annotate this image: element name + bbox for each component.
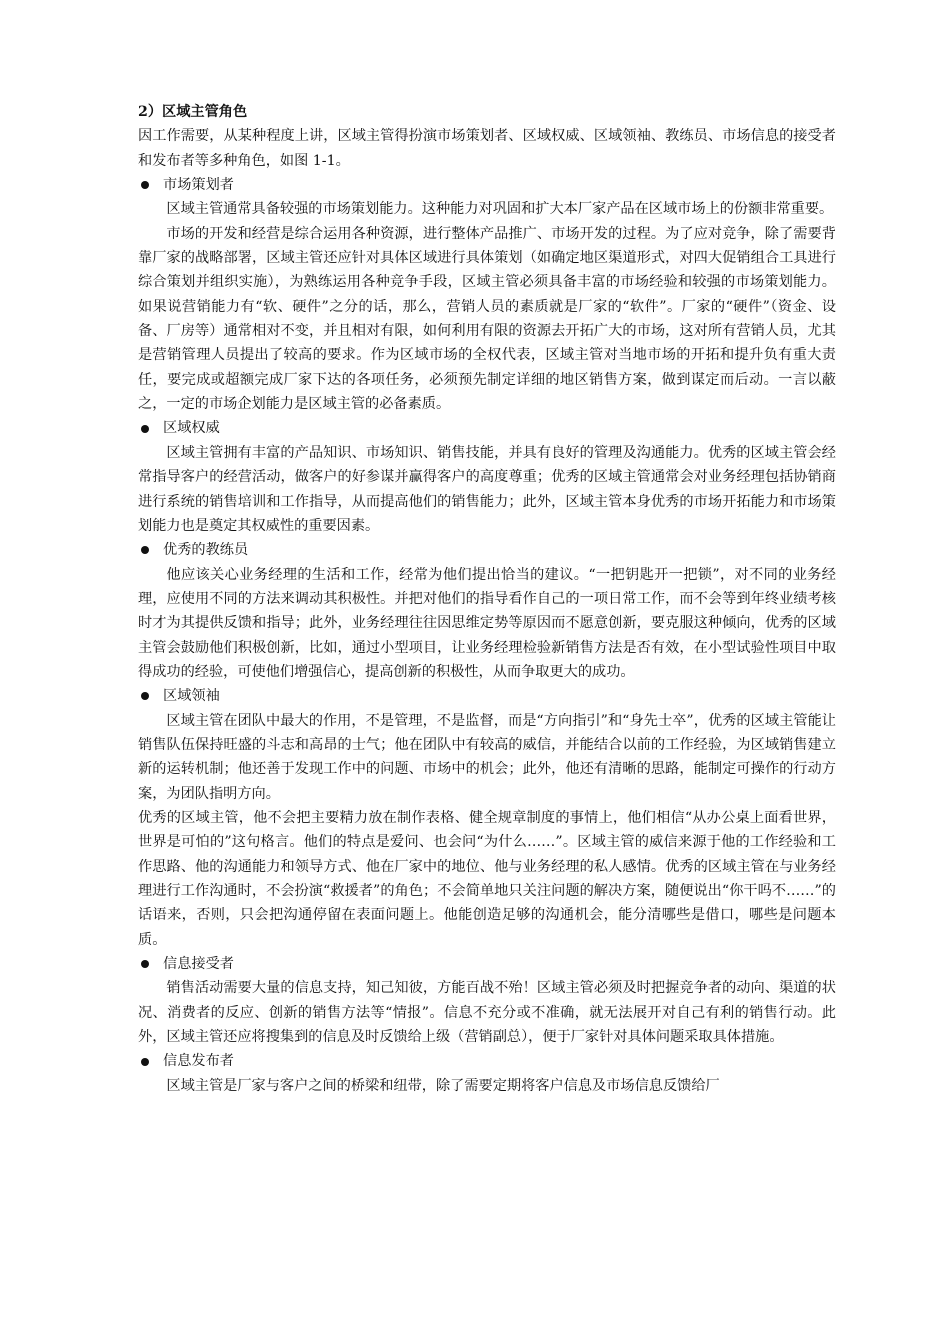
body-paragraph: 市场的开发和经营是综合运用各种资源，进行整体产品推广、市场开发的过程。为了应对竞争，除了需要背靠厂家的战略部署，区域主管还应针对具体区域进行具体策划（如确定地区渠道形式，对四大促销组合工具进行综合策划并组织实施），为熟练运用各种竞争手段，区域主管必须具备丰富的市场经验和较强的市场策划能力。如果说营销能力有“软、硬件”之分的话，那么，营销人员的素质就是厂家的“软件”。厂家的“硬件”（资金、设备、厂房等）通常相对不变，并且相对有限，如何利用有限的资源去开拓广大的市场，这对所有营销人员，尤其是营销管理人员提出了较高的要求。作为区域市场的全权代表，区域主管对当地市场的开拓和提升负有重大责任，要完成或超额完成厂家下达的各项任务，必须预先制定详细的地区销售方案，做到谋定而后动。一言以蔽之，一定的市场企划能力是区域主管的必备素质。	[138, 225, 836, 413]
intro-paragraph: 因工作需要，从某种程度上讲，区域主管得扮演市场策划者、区域权威、区域领袖、教练员、市场信息的接受者和发布者等多种角色，如图 1-1。	[138, 128, 836, 169]
bullet-title: 区域权威	[163, 420, 220, 437]
body-paragraph: 区域主管在团队中最大的作用，不是管理，不是监督，而是“方向指引”和“身先士卒”，优秀的区域主管能让销售队伍保持旺盛的斗志和高昂的士气；他在团队中有较高的威信，并能结合以前的工作经验，为区域销售建立新的运转机制；他还善于发现工作中的问题、市场中的机会；此外，他还有清晰的思路，能制定可操作的行动方案，为团队指明方向。	[138, 712, 836, 802]
bullet-icon	[141, 181, 149, 189]
body-paragraph: 他应该关心业务经理的生活和工作，经常为他们提出恰当的建议。“一把钥匙开一把锁”，对不同的业务经理，应使用不同的方法来调动其积极性。并把对他们的指导看作自己的一项日常工作，而不会等到年终业绩考核时才为其提供反馈和指导；此外，业务经理往往因思维定势等原因而不愿意创新，要克服这种倾向，优秀的区域主管会鼓励他们积极创新，比如，通过小型项目，让业务经理检验新销售方法是否有效，在小型试验性项目中取得成功的经验，可使他们增强信心，提高创新的积极性，从而争取更大的成功。	[138, 566, 836, 680]
bullet-icon	[141, 692, 149, 700]
body-paragraph: 区域主管拥有丰富的产品知识、市场知识、销售技能，并具有良好的管理及沟通能力。优秀的区域主管会经常指导客户的经营活动，做客户的好参谋并赢得客户的高度尊重；优秀的区域主管通常会对业务经理包括协销商进行系统的销售培训和工作指导，从而提高他们的销售能力；此外，区域主管本身优秀的市场开拓能力和市场策划能力也是奠定其权威性的重要因素。	[138, 444, 836, 534]
bullet-title: 区域领袖	[163, 688, 220, 705]
body-paragraph: 区域主管通常具备较强的市场策划能力。这种能力对巩固和扩大本厂家产品在区域市场上的份额非常重要。	[166, 201, 834, 218]
body-paragraph: 销售活动需要大量的信息支持，知己知彼，方能百战不殆！区域主管必须及时把握竞争者的动向、渠道的状况、消费者的反应、创新的销售方法等“情报”。信息不充分或不准确，就无法展开对自己有利的销售行动。此外，区域主管还应将搜集到的信息及时反馈给上级（营销副总），便于厂家针对具体问题采取具体措施。	[138, 980, 836, 1046]
bullet-icon	[141, 960, 149, 968]
bullet-title: 信息接受者	[163, 956, 234, 973]
bullet-item	[138, 1049, 836, 1073]
bullet-title: 市场策划者	[163, 177, 234, 194]
bullet-item	[138, 538, 836, 562]
bullet-title: 信息发布者	[163, 1053, 234, 1070]
bullet-item	[138, 952, 836, 976]
body-paragraph: 优秀的区域主管，他不会把主要精力放在制作表格、健全规章制度的事情上，他们相信“从办公桌上面看世界，世界是可怕的”这句格言。他们的特点是爱问、也会问“为什么……”。区域主管的威信来源于他的工作经验和工作思路、他的沟通能力和领导方式、他在厂家中的地位、他与业务经理的私人感情。优秀的区域主管在与业务经理进行工作沟通时，不会扮演“救援者”的角色；不会简单地只关注问题的解决方案，随便说出“你干吗不……”的话语来，否则，只会把沟通停留在表面问题上。他能创造足够的沟通机会，能分清哪些是借口，哪些是问题本质。	[138, 809, 836, 948]
bullet-icon	[141, 546, 149, 554]
bullet-item	[138, 173, 836, 197]
bullet-item	[138, 416, 836, 440]
bullet-icon	[141, 425, 149, 433]
body-paragraph: 区域主管是厂家与客户之间的桥梁和纽带，除了需要定期将客户信息及市场信息反馈给厂	[166, 1077, 720, 1094]
section-heading: 2）区域主管角色	[138, 104, 248, 120]
bullet-icon	[141, 1058, 149, 1066]
bullet-item	[138, 684, 836, 708]
bullet-title: 优秀的教练员	[163, 542, 249, 559]
